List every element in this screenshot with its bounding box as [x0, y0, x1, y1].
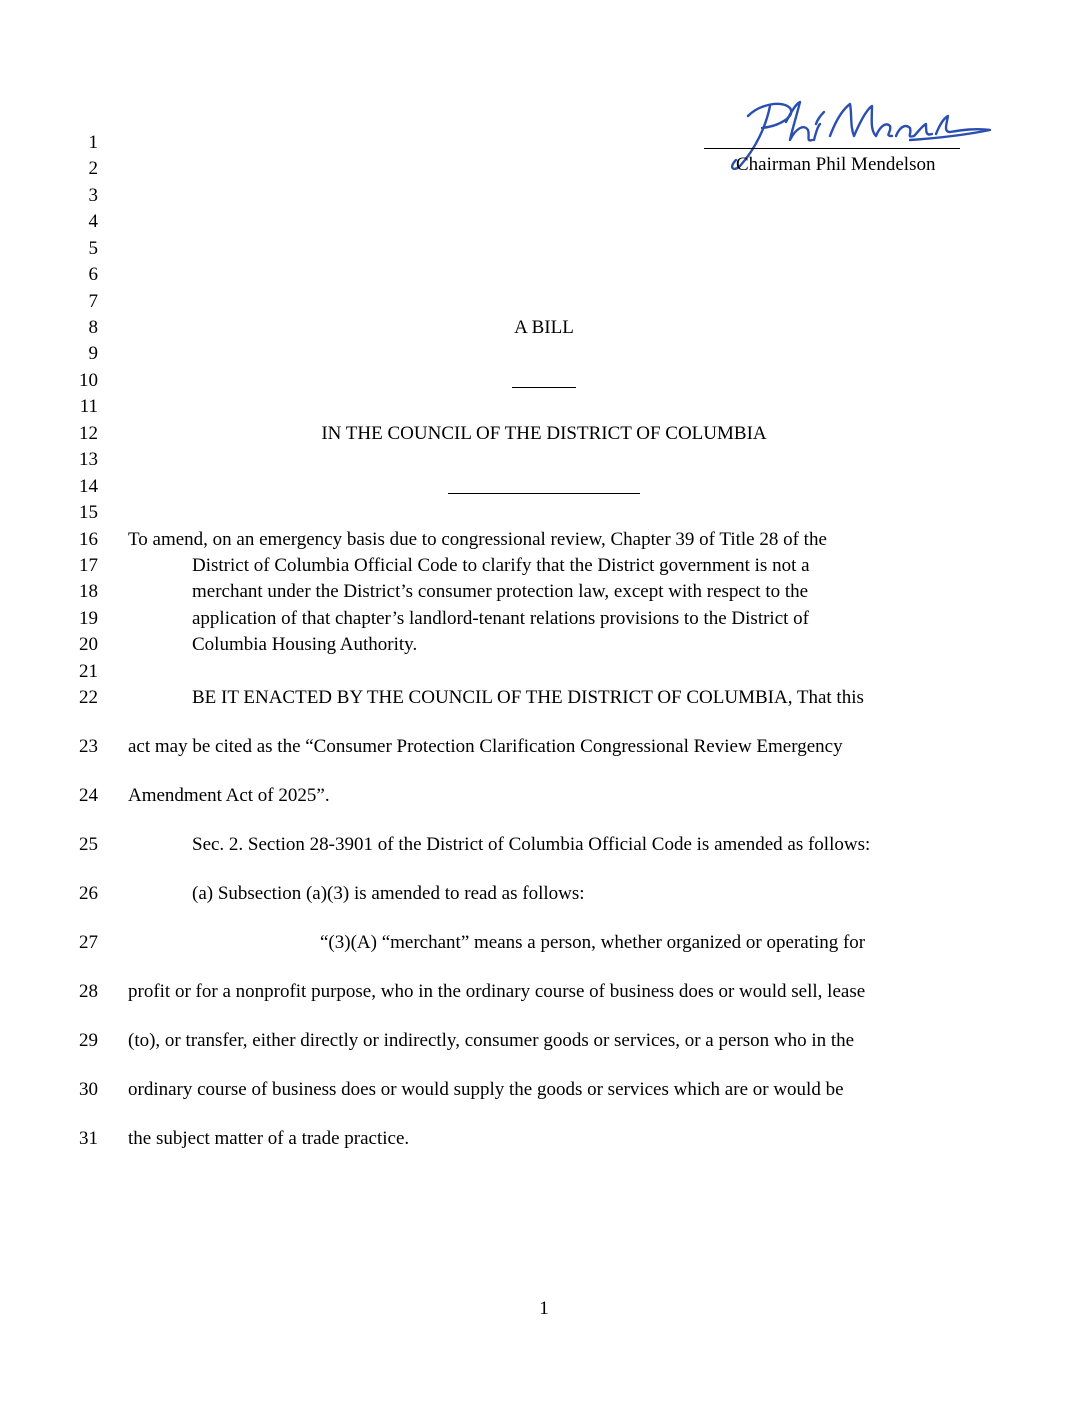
line-number: 28 — [79, 981, 98, 1002]
body-line: Sec. 2. Section 28-3901 of the District of Columbia Official Code is amended as follows: — [192, 834, 871, 855]
body-line: (to), or transfer, either directly or indirectly, consumer goods or services, or a person who in the — [128, 1030, 855, 1051]
body-line: act may be cited as the “Consumer Protection Clarification Congressional Review Emergency — [128, 736, 843, 757]
signature-line — [704, 148, 960, 149]
line-number: 26 — [79, 883, 98, 904]
line-number: 18 — [79, 581, 98, 602]
line-number: 14 — [79, 476, 98, 497]
line-number: 24 — [79, 785, 98, 806]
line-number: 1 — [88, 132, 98, 153]
line-number: 27 — [79, 932, 98, 953]
line-number: 29 — [79, 1030, 98, 1051]
line-number: 5 — [88, 238, 98, 259]
line-number: 9 — [88, 343, 98, 364]
line-number: 11 — [79, 396, 98, 417]
line-number: 3 — [88, 185, 98, 206]
long-title-line: merchant under the District’s consumer protection law, except with respect to the — [192, 581, 809, 602]
line-number: 25 — [79, 834, 98, 855]
line-number: 13 — [79, 449, 98, 470]
body-line: the subject matter of a trade practice. — [128, 1128, 410, 1149]
line-number: 19 — [79, 608, 98, 629]
line-number: 20 — [79, 634, 98, 655]
long-title-line: Columbia Housing Authority. — [192, 634, 418, 655]
body-line: BE IT ENACTED BY THE COUNCIL OF THE DISTRICT OF COLUMBIA, That this — [192, 687, 864, 708]
line-number: 22 — [79, 687, 98, 708]
signer-name: Chairman Phil Mendelson — [736, 154, 936, 175]
line-number: 15 — [79, 502, 98, 523]
line-number: 4 — [88, 211, 98, 232]
line-number: 31 — [79, 1128, 98, 1149]
line-number: 7 — [88, 291, 98, 312]
long-title-line: District of Columbia Official Code to clarify that the District government is not a — [192, 555, 810, 576]
long-title-line: To amend, on an emergency basis due to congressional review, Chapter 39 of Title 28 of the — [128, 529, 827, 550]
line-number: 6 — [88, 264, 98, 285]
body-line: (a) Subsection (a)(3) is amended to read as follows: — [192, 883, 585, 904]
line-number: 21 — [79, 661, 98, 682]
bill-title: A BILL — [514, 317, 574, 338]
long-title-line: application of that chapter’s landlord-tenant relations provisions to the District of — [192, 608, 809, 629]
line-number: 16 — [79, 529, 98, 550]
line-number: 12 — [79, 423, 98, 444]
council-heading: IN THE COUNCIL OF THE DISTRICT OF COLUMBIA — [321, 423, 767, 444]
page-number: 1 — [539, 1298, 549, 1319]
line-number: 8 — [88, 317, 98, 338]
line-number: 2 — [88, 158, 98, 179]
body-line: “(3)(A) “merchant” means a person, whether organized or operating for — [320, 932, 866, 953]
line-number: 10 — [79, 370, 98, 391]
line-number: 23 — [79, 736, 98, 757]
line-number: 30 — [79, 1079, 98, 1100]
line-number: 17 — [79, 555, 98, 576]
introducer-blank — [448, 493, 640, 494]
body-line: Amendment Act of 2025”. — [128, 785, 330, 806]
body-line: ordinary course of business does or would supply the goods or services which are or would be — [128, 1079, 844, 1100]
bill-number-blank — [512, 387, 576, 388]
signature-block — [700, 96, 1000, 186]
body-line: profit or for a nonprofit purpose, who in the ordinary course of business does or would sell, lease — [128, 981, 866, 1002]
